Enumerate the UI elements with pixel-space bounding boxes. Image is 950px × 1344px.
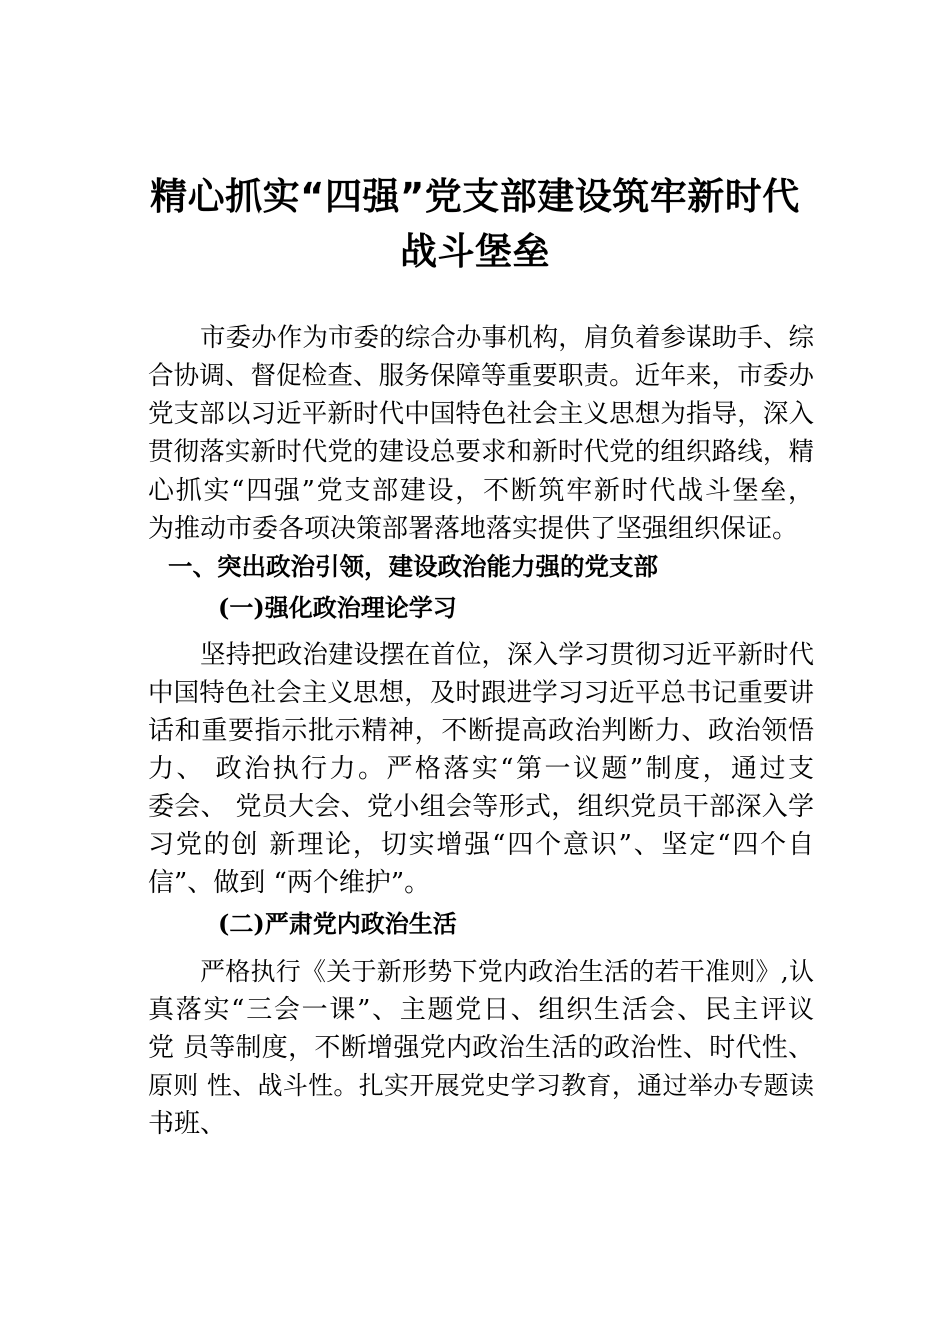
document-title-line-1: 精心抓实“四强”党支部建设筑牢新时代 bbox=[150, 175, 800, 218]
sub2-line-3: 党 员等制度，不断增强党内政治生活的政治性、时代性、 bbox=[148, 1033, 814, 1063]
intro-line-4: 贯彻落实新时代党的建设总要求和新时代党的组织路线，精 bbox=[148, 437, 814, 467]
intro-line-2: 合协调、督促检查、服务保障等重要职责。近年来，市委办 bbox=[148, 361, 814, 391]
sub1-line-2: 中国特色社会主义思想，及时跟进学习习近平总书记重要讲 bbox=[148, 678, 814, 708]
intro-line-5: 心抓实“四强”党支部建设，不断筑牢新时代战斗堡垒， bbox=[148, 476, 814, 506]
sub1-line-4: 力、 政治执行力。严格落实“第一议题”制度，通过支 bbox=[148, 754, 814, 784]
sub1-line-1: 坚持把政治建设摆在首位，深入学习贯彻习近平新时代 bbox=[200, 640, 814, 670]
subsection-1-heading: (一)强化政治理论学习 bbox=[218, 593, 457, 622]
sub1-line-7: 信”、做到 “两个维护”。 bbox=[148, 868, 431, 898]
intro-line-3: 党支部以习近平新时代中国特色社会主义思想为指导，深入 bbox=[148, 399, 814, 429]
section-1-heading: 一、突出政治引领，建设政治能力强的党支部 bbox=[168, 552, 658, 581]
intro-line-1: 市委办作为市委的综合办事机构，肩负着参谋助手、综 bbox=[200, 323, 814, 353]
intro-line-6: 为推动市委各项决策部署落地落实提供了坚强组织保证。 bbox=[148, 514, 799, 544]
subsection-2-heading: (二)严肃党内政治生活 bbox=[218, 909, 457, 938]
sub1-line-5: 委会、 党员大会、党小组会等形式，组织党员干部深入学 bbox=[148, 792, 814, 822]
sub1-line-6: 习党的创 新理论，切实增强“四个意识”、坚定“四个自 bbox=[148, 830, 814, 860]
sub2-line-4: 原则 性、战斗性。扎实开展党史学习教育，通过举办专题读 bbox=[148, 1071, 814, 1100]
document-title-line-2: 战斗堡垒 bbox=[400, 230, 550, 273]
sub1-line-3: 话和重要指示批示精神，不断提高政治判断力、政治领悟 bbox=[148, 716, 814, 746]
sub2-line-2: 真落实“三会一课”、主题党日、组织生活会、民主评议 bbox=[148, 995, 814, 1025]
sub2-line-1: 严格执行《关于新形势下党内政治生活的若干准则》,认 bbox=[200, 957, 814, 986]
sub2-line-5: 书班、 bbox=[148, 1109, 227, 1139]
